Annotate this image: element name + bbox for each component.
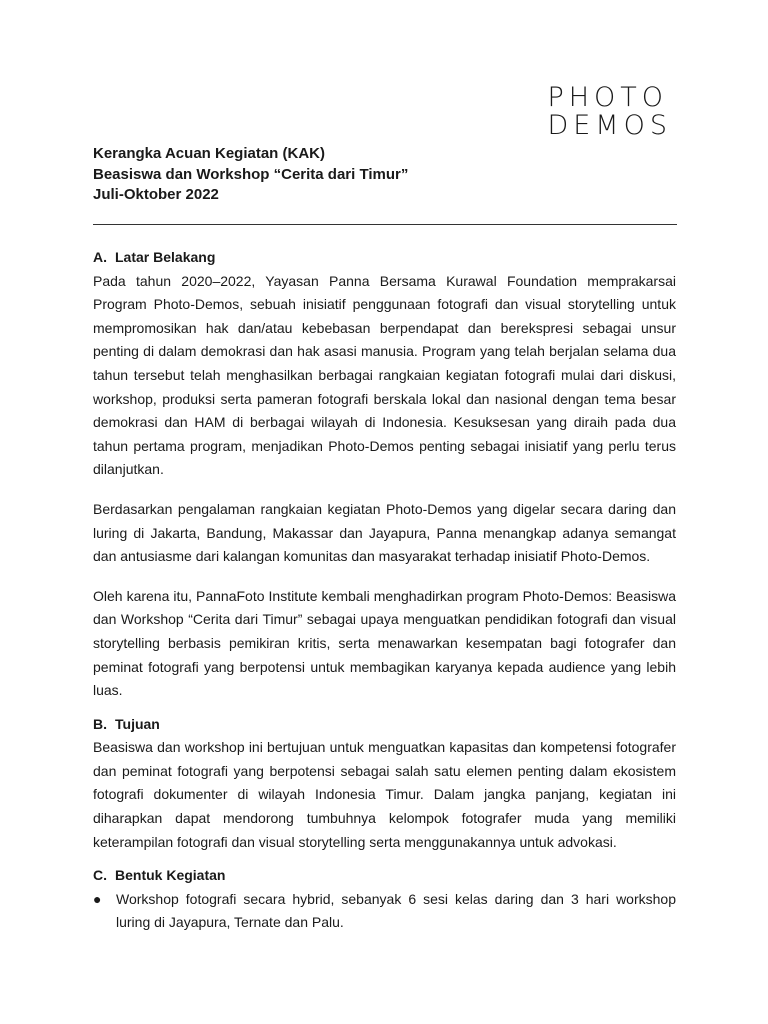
section-b-heading bbox=[93, 713, 676, 737]
section-a-paragraph-3: Oleh karena itu, PannaFoto Institute kembali menghadirkan program Photo-Demos: Beasiswa dan Workshop “Cerita dari Timur” sebagai upaya menguatkan pendidikan fotografi dan visual storytelling berbasis pemikiran kritis, serta menawarkan kesempatan bagi fotografer dan peminat fotografi yang berpotensi untuk membagikan karyanya kepada audience yang lebih luas. bbox=[93, 587, 676, 699]
section-c-list bbox=[93, 888, 676, 935]
section-b-title: Tujuan bbox=[115, 715, 160, 732]
logo-line-2: DEMOS bbox=[547, 110, 672, 141]
section-a-paragraph-2: Berdasarkan pengalaman rangkaian kegiatan Photo-Demos yang digelar secara daring dan luring di Jakarta, Bandung, Makassar dan Jayapura, Panna menangkap adanya semangat dan antusiasme dari kalangan komunitas dan masyarakat terhadap inisiatif Photo-Demos. bbox=[93, 500, 676, 565]
section-a-heading bbox=[93, 246, 676, 270]
section-b-number: B. bbox=[93, 715, 107, 732]
section-c-heading bbox=[93, 864, 676, 888]
logo-line-1: PHOTO bbox=[547, 82, 669, 113]
section-b-paragraph-1: Beasiswa dan workshop ini bertujuan untuk menguatkan kapasitas dan kompetensi fotografer dan peminat fotografi yang berpotensi sebagai salah satu elemen penting dalam ekosistem fotografi dokumenter di wilayah Indonesia Timur. Dalam jangka panjang, kegiatan ini diharapkan dapat mendorong tumbuhnya kelompok fotografer muda yang memiliki keterampilan fotografi dan visual storytelling serta menggunakannya untuk advokasi. bbox=[93, 739, 676, 850]
document-title-block bbox=[93, 144, 677, 206]
section-c-number: C. bbox=[93, 867, 107, 884]
photo-demos-logo bbox=[547, 84, 672, 140]
section-a-number: A. bbox=[93, 249, 107, 265]
section-c-title: Bentuk Kegiatan bbox=[115, 867, 226, 884]
list-item-text: Workshop fotografi secara hybrid, sebanyak 6 sesi kelas daring dan 3 hari workshop luring di Jayapura, Ternate dan Palu. bbox=[116, 890, 676, 931]
document-subtitle: Beasiswa dan Workshop “Cerita dari Timur” bbox=[93, 165, 409, 183]
document-period: Juli-Oktober 2022 bbox=[93, 186, 219, 203]
bullet-icon: ● bbox=[93, 890, 102, 907]
section-a-paragraph-1: Pada tahun 2020–2022, Yayasan Panna Bersama Kurawal Foundation memprakarsai Program Photo-Demos, sebuah inisiatif penggunaan fotografi dan visual storytelling untuk mempromosikan hak dan/atau kebebasan berpendapat dan berekspresi sebagai unsur penting di dalam demokrasi dan hak asasi manusia. Program yang telah berjalan selama dua tahun tersebut telah menghasilkan berbagai rangkaian kegiatan fotografi mulai dari diskusi, workshop, produksi serta pameran fotografi berskala lokal dan nasional dengan tema besar demokrasi dan HAM di berbagai wilayah di Indonesia. Kesuksesan yang diraih pada dua tahun pertama program, menjadikan Photo-Demos penting sebagai inisiatif yang perlu terus dilanjutkan. bbox=[93, 272, 676, 478]
document-title: Kerangka Acuan Kegiatan (KAK) bbox=[93, 145, 325, 162]
document-body bbox=[93, 246, 676, 935]
section-a-title: Latar Belakang bbox=[115, 249, 216, 265]
header-divider bbox=[93, 224, 677, 225]
list-item bbox=[93, 888, 676, 935]
